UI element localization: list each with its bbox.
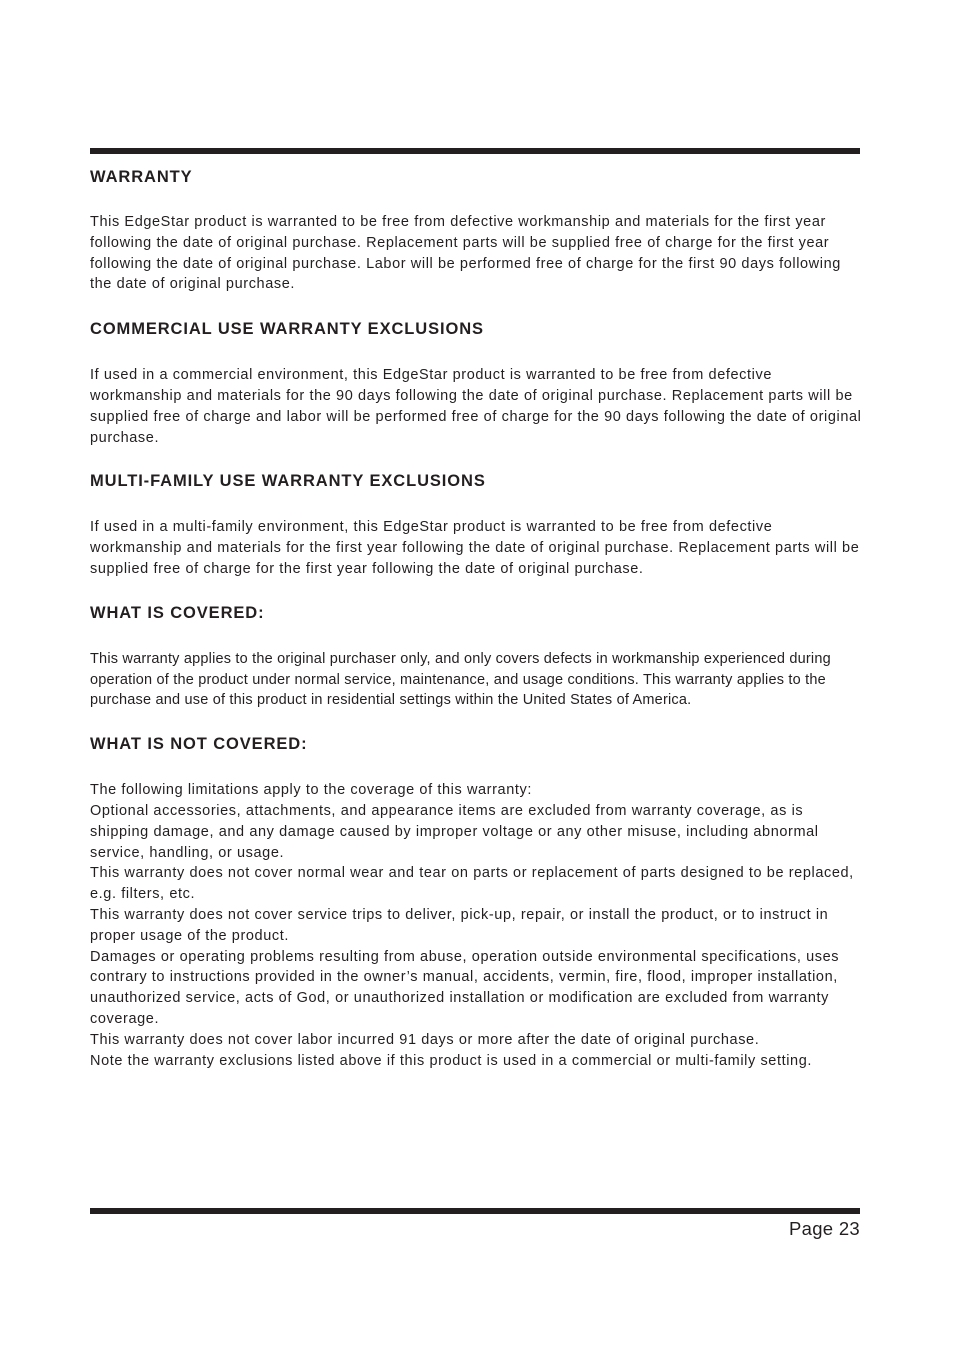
- limitation-labor: This warranty does not cover labor incurred 91 days or more after the date of original purchase.: [90, 1031, 760, 1048]
- limitation-damages: Damages or operating problems resulting from abuse, operation outside environmental specifications, uses contrary to instructions provided in the owner’s manual, accidents, vermin, fire, flood, improper installation, unauthorized service, acts of God, or unauthorized installation or modification are excluded from warranty coverage.: [90, 948, 840, 1027]
- warranty-heading: WARRANTY: [90, 168, 193, 186]
- limitation-accessories: Optional accessories, attachments, and appearance items are excluded from warranty coverage, as is shipping damage, and any damage caused by improper voltage or any other misuse, including abnormal service, handling, or usage.: [90, 802, 819, 861]
- warranty-paragraph: This EdgeStar product is warranted to be free from defective workmanship and materials for the first year following the date of original purchase. Replacement parts will be supplied free of charge for the first year following the date of original purchase. Labor will be performed free of charge for the first 90 days following the date of original purchase.: [90, 214, 841, 293]
- what-is-not-covered-heading: WHAT IS NOT COVERED:: [90, 735, 308, 754]
- limitation-note: Note the warranty exclusions listed above if this product is used in a commercial or multi-family setting.: [90, 1052, 813, 1069]
- warranty-document-body: [90, 166, 865, 1071]
- multi-family-use-paragraph: If used in a multi-family environment, this EdgeStar product is warranted to be free from defective workmanship and materials for the first year following the date of original purchase. Replacement parts will be supplied free of charge for the first year following the date of original purchase.: [90, 519, 860, 577]
- commercial-use-heading: COMMERCIAL USE WARRANTY EXCLUSIONS: [90, 320, 484, 339]
- what-is-covered-heading: WHAT IS COVERED:: [90, 603, 265, 622]
- multi-family-use-heading: MULTI-FAMILY USE WARRANTY EXCLUSIONS: [90, 472, 486, 491]
- what-is-not-covered-list: [90, 780, 865, 1071]
- commercial-use-paragraph: If used in a commercial environment, this EdgeStar product is warranted to be free from defective workmanship and materials for the 90 days following the date of original purchase. Replacement parts will be supplied free of charge and labor will be performed free of charge for the 90 days following the date of original purchase.: [90, 367, 862, 446]
- bottom-divider-rule: [90, 1208, 860, 1214]
- limitation-wear-and-tear: This warranty does not cover normal wear and tear on parts or replacement of parts designed to be replaced, e.g. filters, etc.: [90, 865, 854, 903]
- limitation-intro-line: The following limitations apply to the coverage of this warranty:: [90, 782, 532, 799]
- what-is-covered-paragraph: This warranty applies to the original purchaser only, and only covers defects in workmanship experienced during operation of the product under normal service, maintenance, and usage conditions. This warranty applies to the purchase and use of this product in residential settings within the United States of America.: [90, 650, 831, 709]
- top-divider-rule: [90, 148, 860, 154]
- limitation-service-trips: This warranty does not cover service trips to deliver, pick-up, repair, or install the product, or to instruct in proper usage of the product.: [90, 906, 829, 944]
- page-number: Page 23: [788, 1218, 860, 1239]
